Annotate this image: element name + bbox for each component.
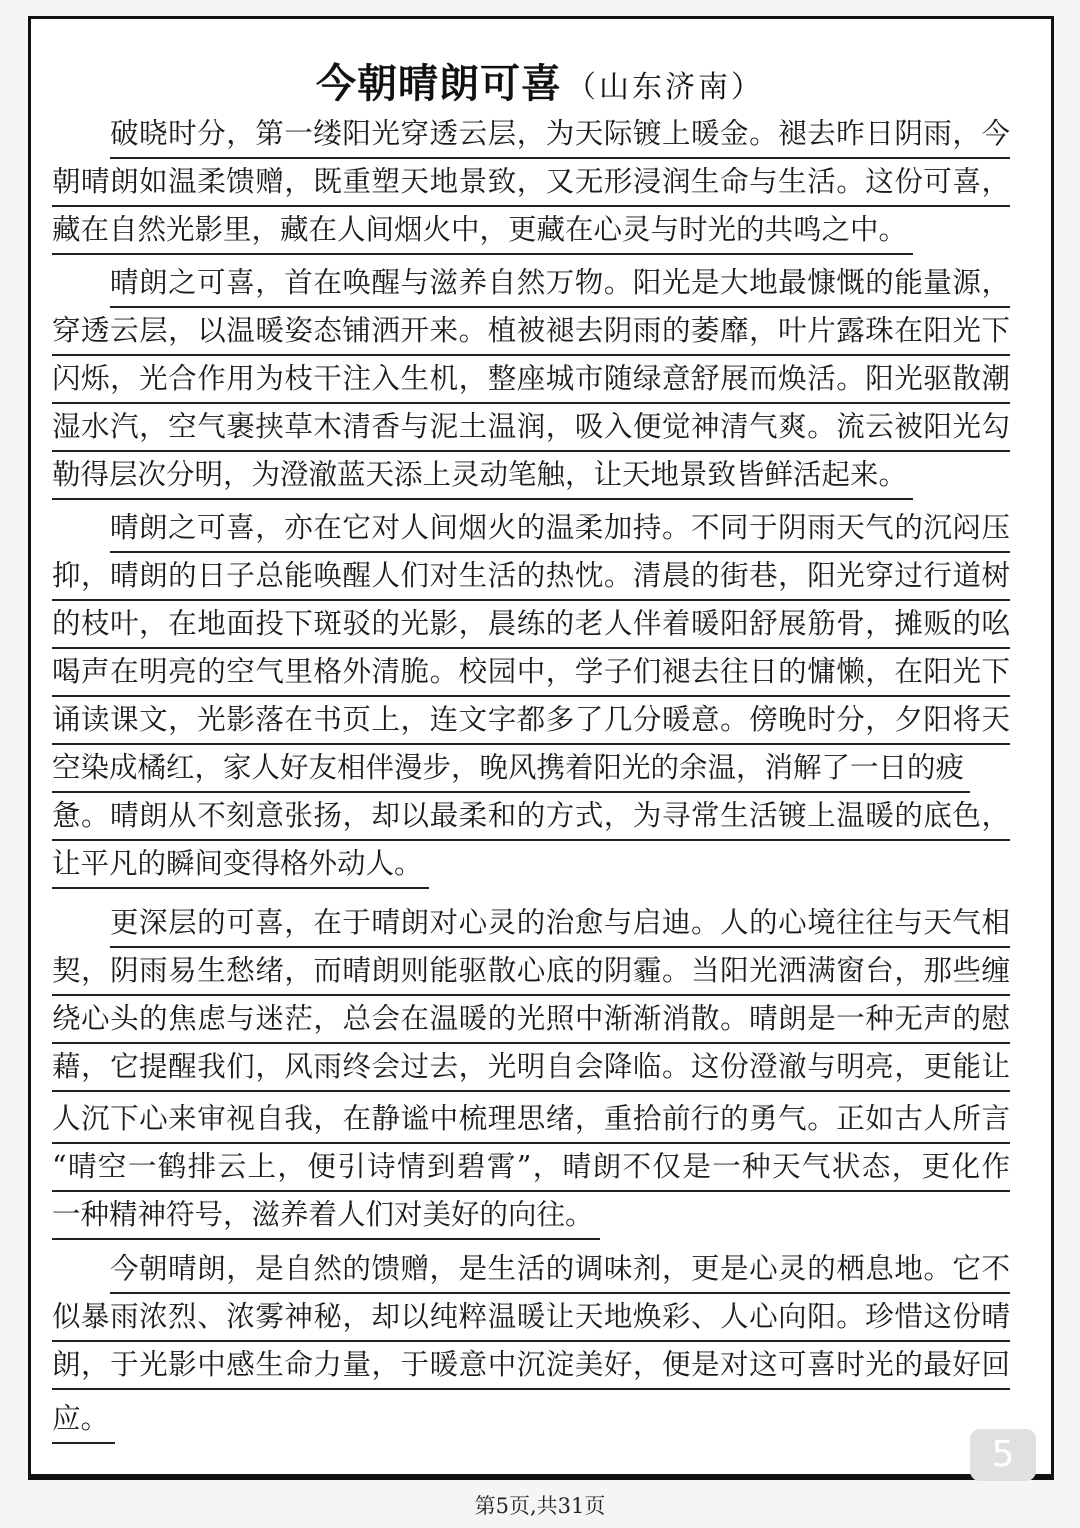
text-line: 空染成橘红，家人好友相伴漫步，晚风携着阳光的余温，消解了一日的疲 (52, 749, 970, 793)
text-line: 抑，晴朗的日子总能唤醒人们对生活的热忱。清晨的街巷，阳光穿过行道树 (52, 557, 1010, 601)
text-line: 喝声在明亮的空气里格外清脆。校园中，学子们褪去往日的慵懒，在阳光下 (52, 653, 1010, 697)
text-line: 更深层的可喜，在于晴朗对心灵的治愈与启迪。人的心境往往与天气相 (110, 904, 1010, 948)
text-line: 的枝叶，在地面投下斑驳的光影，晨练的老人伴着暖阳舒展筋骨，摊贩的吆 (52, 605, 1010, 649)
text-line: 藉，它提醒我们，风雨终会过去，光明自会降临。这份澄澈与明亮，更能让 (52, 1048, 1010, 1092)
page-number-badge: 5 (970, 1429, 1036, 1481)
text-line: 朝晴朗如温柔馈赠，既重塑天地景致，又无形浸润生命与生活。这份可喜， (52, 163, 1010, 207)
essay-title (0, 52, 1080, 109)
text-line: 契，阴雨易生愁绪，而晴朗则能驱散心底的阴霾。当阳光洒满窗台，那些缠 (52, 952, 1010, 996)
text-line: 穿透云层，以温暖姿态铺洒开来。植被褪去阴雨的萎靡，叶片露珠在阳光下 (52, 312, 1010, 356)
text-line: 晴朗之可喜，首在唤醒与滋养自然万物。阳光是大地最慷慨的能量源， (110, 264, 1010, 308)
text-line: 晴朗之可喜，亦在它对人间烟火的温柔加持。不同于阴雨天气的沉闷压 (110, 509, 1010, 553)
page-footer: 第5页,共31页 (474, 1494, 606, 1518)
title-location: （山东济南） (566, 70, 764, 105)
title-main: 今朝晴朗可喜 (316, 61, 562, 107)
text-line: 惫。晴朗从不刻意张扬，却以最柔和的方式，为寻常生活镀上温暖的底色， (52, 797, 1010, 841)
text-line: “晴空一鹤排云上，便引诗情到碧霄”，晴朗不仅是一种天气状态，更化作 (52, 1148, 1010, 1192)
text-line: 应。 (52, 1400, 115, 1444)
text-line: 绕心头的焦虑与迷茫，总会在温暖的光照中渐渐消散。晴朗是一种无声的慰 (52, 1000, 1010, 1044)
text-line: 藏在自然光影里，藏在人间烟火中，更藏在心灵与时光的共鸣之中。 (52, 211, 913, 255)
text-line: 人沉下心来审视自我，在静谧中梳理思绪，重拾前行的勇气。正如古人所言 (52, 1100, 1010, 1144)
text-line: 闪烁，光合作用为枝干注入生机，整座城市随绿意舒展而焕活。阳光驱散潮 (52, 360, 1010, 404)
text-line: 朗，于光影中感生命力量，于暖意中沉淀美好，便是对这可喜时光的最好回 (52, 1346, 1010, 1390)
text-line: 湿水汽，空气裹挟草木清香与泥土温润，吸入便觉神清气爽。流云被阳光勾 (52, 408, 1010, 452)
text-line: 诵读课文，光影落在书页上，连文字都多了几分暖意。傍晚时分，夕阳将天 (52, 701, 1010, 745)
text-line: 今朝晴朗，是自然的馈赠，是生活的调味剂，更是心灵的栖息地。它不 (110, 1250, 1010, 1294)
text-line: 让平凡的瞬间变得格外动人。 (52, 845, 429, 889)
text-line: 勒得层次分明，为澄澈蓝天添上灵动笔触，让天地景致皆鲜活起来。 (52, 456, 913, 500)
text-line: 破晓时分，第一缕阳光穿透云层，为天际镀上暖金。褪去昨日阴雨，今 (110, 115, 1010, 159)
text-line: 似暴雨浓烈、浓雾神秘，却以纯粹温暖让天地焕彩、人心向阳。珍惜这份晴 (52, 1298, 1010, 1342)
text-line: 一种精神符号，滋养着人们对美好的向往。 (52, 1196, 600, 1240)
